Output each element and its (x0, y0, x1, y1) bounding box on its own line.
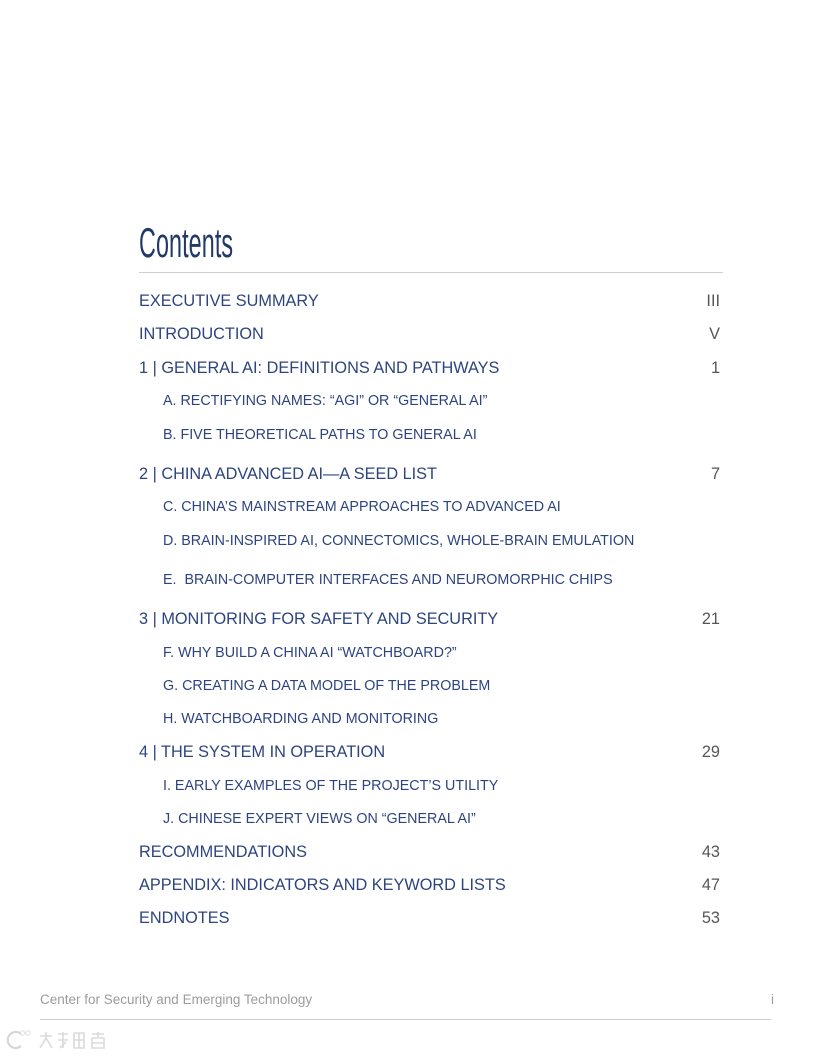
watermark-logo-mark (8, 1032, 21, 1048)
toc-entry-page-number: III (706, 292, 720, 310)
watermark-logo-dot (26, 1031, 30, 1035)
watermark-lettering (40, 1032, 104, 1048)
toc-entry-page-number: 29 (701, 743, 720, 761)
toc-subentry-j[interactable] (163, 809, 720, 829)
toc-subentry-b[interactable] (163, 425, 720, 445)
watermark-logo (4, 1028, 112, 1052)
toc-entry-page-number: 7 (710, 465, 720, 483)
toc-entry-page-number: 53 (701, 909, 720, 927)
toc-entry-introduction[interactable] (139, 324, 720, 344)
footer-page-number: i (771, 992, 774, 1007)
footer-divider (40, 1019, 771, 1020)
page-title: Contents (139, 219, 234, 266)
toc-entry-appendix[interactable] (139, 875, 720, 895)
toc-entry-label: 1 | GENERAL AI: DEFINITIONS AND PATHWAYS (139, 359, 500, 377)
toc-entry-label: APPENDIX: INDICATORS AND KEYWORD LISTS (139, 876, 506, 894)
toc-entry-label: RECOMMENDATIONS (139, 843, 307, 861)
toc-subentry-e[interactable] (163, 570, 720, 590)
toc-subentry-a[interactable] (163, 391, 720, 411)
toc-subentry-i[interactable] (163, 776, 720, 796)
toc-subentry-h[interactable] (163, 709, 720, 729)
toc-entry-section-3[interactable] (139, 609, 720, 629)
toc-subentry-c[interactable] (163, 497, 720, 517)
toc-entry-section-1[interactable] (139, 358, 720, 378)
toc-entry-label: INTRODUCTION (139, 325, 264, 343)
toc-entry-label: 3 | MONITORING FOR SAFETY AND SECURITY (139, 610, 499, 628)
toc-entry-section-2[interactable] (139, 464, 720, 484)
toc-subentry-label: G. CREATING A DATA MODEL OF THE PROBLEM (163, 678, 491, 694)
toc-subentry-label: B. FIVE THEORETICAL PATHS TO GENERAL AI (163, 427, 477, 443)
toc-entry-label: 2 | CHINA ADVANCED AI—A SEED LIST (139, 465, 437, 483)
toc-subentry-label: J. CHINESE EXPERT VIEWS ON “GENERAL AI” (163, 811, 476, 827)
title-divider (139, 272, 723, 273)
toc-entry-label: EXECUTIVE SUMMARY (139, 292, 319, 310)
toc-entry-page-number: 1 (710, 359, 720, 377)
toc-subentry-label: D. BRAIN-INSPIRED AI, CONNECTOMICS, WHOLE-BRAIN EMULATION (163, 533, 635, 549)
toc-subentry-label: C. CHINA’S MAINSTREAM APPROACHES TO ADVANCED AI (163, 499, 561, 515)
toc-subentry-f[interactable] (163, 643, 720, 663)
toc-subentry-label: H. WATCHBOARDING AND MONITORING (163, 711, 439, 727)
toc-entry-executive-summary[interactable] (139, 291, 720, 311)
toc-entry-page-number: 47 (701, 876, 720, 894)
toc-subentry-label: A. RECTIFYING NAMES: “AGI” OR “GENERAL AI” (163, 393, 488, 409)
toc-entry-label: 4 | THE SYSTEM IN OPERATION (139, 743, 386, 761)
toc-entry-endnotes[interactable] (139, 908, 720, 928)
footer-organization: Center for Security and Emerging Technology (40, 992, 313, 1007)
toc-subentry-d[interactable] (163, 531, 720, 551)
toc-subentry-label: E. BRAIN-COMPUTER INTERFACES AND NEUROMORPHIC CHIPS (163, 572, 613, 588)
toc-subentry-label: F. WHY BUILD A CHINA AI “WATCHBOARD?” (163, 645, 457, 661)
toc-entry-section-4[interactable] (139, 742, 720, 762)
toc-entry-label: ENDNOTES (139, 909, 230, 927)
toc-entry-page-number: V (709, 325, 720, 343)
toc-entry-page-number: 21 (701, 610, 720, 628)
toc-subentry-g[interactable] (163, 676, 720, 696)
toc-entry-recommendations[interactable] (139, 842, 720, 862)
toc-entry-page-number: 43 (701, 843, 720, 861)
toc-subentry-label: I. EARLY EXAMPLES OF THE PROJECT’S UTILITY (163, 778, 499, 794)
